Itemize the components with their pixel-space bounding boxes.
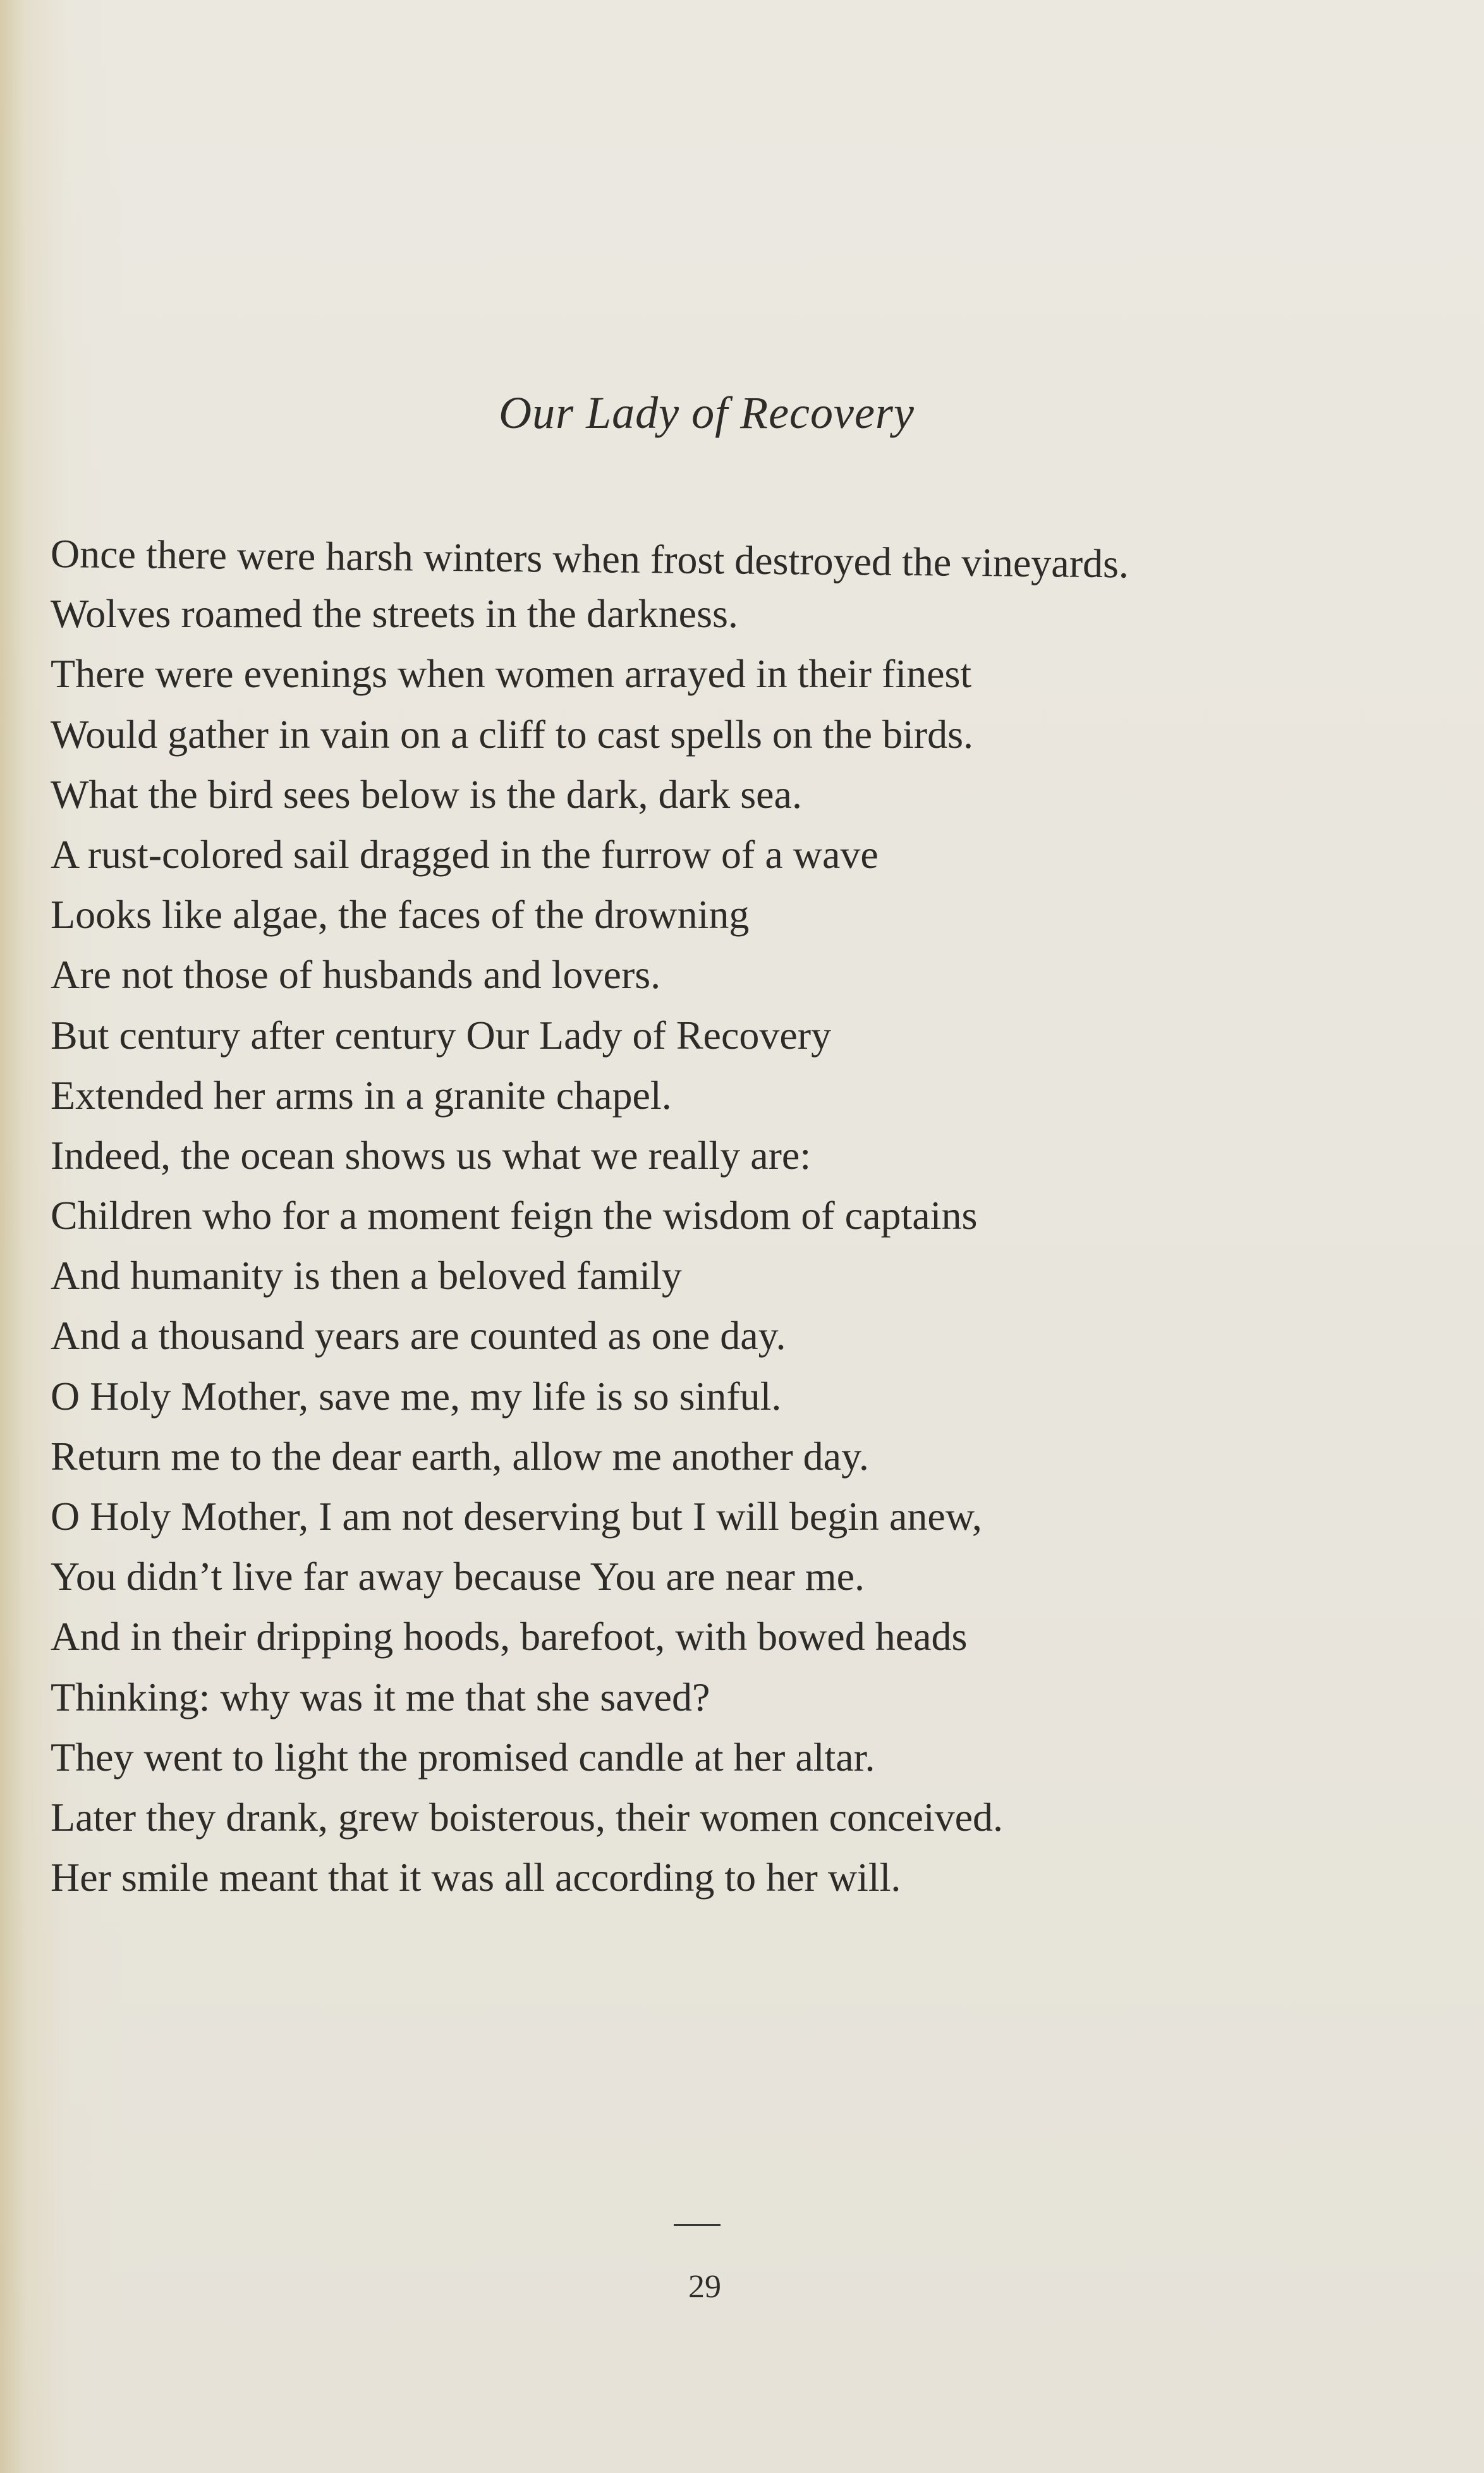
poem-line: But century after century Our Lady of Recovery <box>51 1012 832 1058</box>
poem-line: Are not those of husbands and lovers. <box>51 952 661 998</box>
poem-line: And humanity is then a beloved family <box>51 1253 682 1298</box>
poem-line: Indeed, the ocean shows us what we really are: <box>51 1132 812 1178</box>
poem-line: Later they drank, grew boisterous, their women conceived. <box>51 1794 1004 1840</box>
page-number: 29 <box>688 2269 721 2305</box>
poem-line: O Holy Mother, save me, my life is so sinful. <box>51 1373 782 1419</box>
poem-line: Once there were harsh winters when frost destroyed the vineyards. <box>50 531 1129 587</box>
poem-body <box>51 523 1409 1907</box>
poem-line: Thinking: why was it me that she saved? <box>51 1674 710 1719</box>
poem-title: Our Lady of Recovery <box>499 388 915 438</box>
poem-line: They went to light the promised candle at her altar. <box>51 1734 875 1780</box>
poem-line: O Holy Mother, I am not deserving but I will begin anew, <box>51 1494 982 1539</box>
poem-line: A rust-colored sail dragged in the furrow of a wave <box>51 831 879 877</box>
poem-line: There were evenings when women arrayed in their finest <box>51 651 972 697</box>
poem-line: Her smile meant that it was all according to her will. <box>51 1855 901 1900</box>
poem-line: And in their dripping hoods, barefoot, with bowed heads <box>51 1614 968 1659</box>
poem-line: You didn’t live far away because You are near me. <box>51 1554 865 1599</box>
poem-line: Looks like algae, the faces of the drowning <box>51 892 750 937</box>
poem-line: Children who for a moment feign the wisdom of captains <box>51 1193 978 1238</box>
poem-line: And a thousand years are counted as one day. <box>51 1313 786 1359</box>
footer-rule <box>674 2224 721 2226</box>
poem-line: Extended her arms in a granite chapel. <box>51 1072 672 1118</box>
poem-line: Return me to the dear earth, allow me another day. <box>51 1433 869 1479</box>
poem-line: What the bird sees below is the dark, dark sea. <box>51 771 802 817</box>
poem-line: Would gather in vain on a cliff to cast spells on the birds. <box>51 711 974 757</box>
poem-line: Wolves roamed the streets in the darkness. <box>51 591 738 637</box>
